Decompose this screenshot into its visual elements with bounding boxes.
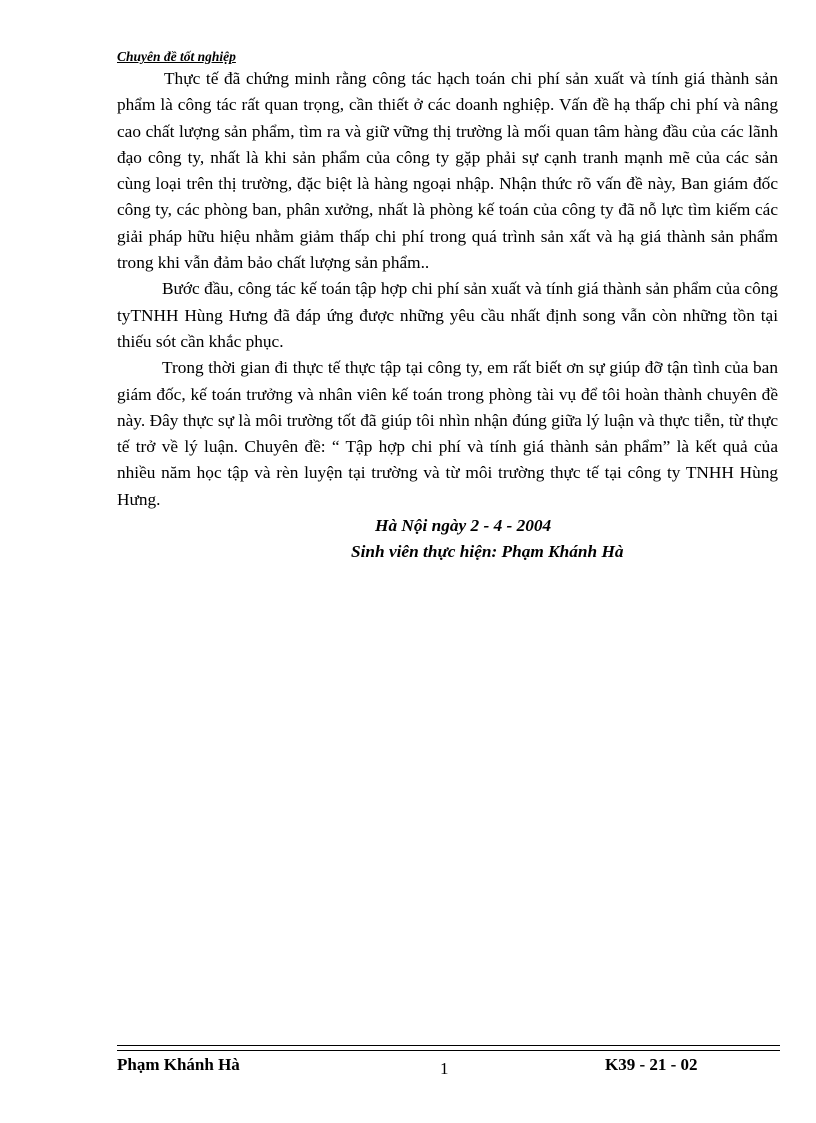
paragraph-1: Thực tế đã chứng minh rằng công tác hạch toán chi phí sản xuất và tính giá thành sản phẩm là công tác rất quan trọng, cần thiết ở các doanh nghiệp. Vấn đề hạ thấp chi phí và nâng cao chất lượng sản phẩm, tìm ra và giữ vững thị trường là mối quan tâm hàng đầu của các lãnh đạo công ty, nhất là khi sản phẩm của công ty gặp phải sự cạnh tranh mạnh mẽ của các sản cùng loại trên thị trường, đặc biệt là hàng ngoại nhập. Nhận thức rõ vấn đề này, Ban giám đốc công ty, các phòng ban, phân xưởng, nhất là phòng kế toán của công ty đã nỗ lực tìm kiếm các giải pháp hữu hiệu nhằm giảm thấp chi phí trong quá trình sản xất và hạ giá thành sản phẩm trong khi vẫn đảm bảo chất lượng sản phẩm.. [117,69,778,273]
signature-author: Sinh viên thực hiện: Phạm Khánh Hà [351,542,624,562]
footer-author: Phạm Khánh Hà [117,1055,240,1074]
footer-class-code: K39 - 21 - 02 [605,1055,698,1074]
page-number: 1 [440,1059,449,1078]
paragraph-3: Trong thời gian đi thực tế thực tập tại công ty, em rất biết ơn sự giúp đỡ tận tình của ban giám đốc, kế toán trưởng và nhân viên kế toán trong phòng tài vụ để tôi hoàn thành chuyên đề này. Đây thực sự là môi trường tốt đã giúp tôi nhìn nhận đúng giữa lý luận và thực tiễn, từ thực tế trở về lý luận. Chuyên đề: “ Tập hợp chi phí và tính giá thành sản phẩm” là kết quả của nhiều năm học tập và rèn luyện tại trường và từ môi trường thực tế tại công ty TNHH Hùng Hưng. [117,358,778,509]
document-body [117,66,778,566]
page-footer [117,1055,780,1081]
footer-divider [117,1045,780,1051]
page-header [117,48,781,66]
paragraph-2: Bước đầu, công tác kế toán tập hợp chi phí sản xuất và tính giá thành sản phẩm của công tyTNHH Hùng Hưng đã đáp ứng được những yêu cầu nhất định song vẫn còn những tồn tại thiếu sót cần khắc phục. [117,279,778,351]
signature-date: Hà Nội ngày 2 - 4 - 2004 [375,516,552,536]
document-header-title: Chuyên đề tốt nghiệp [117,49,236,64]
